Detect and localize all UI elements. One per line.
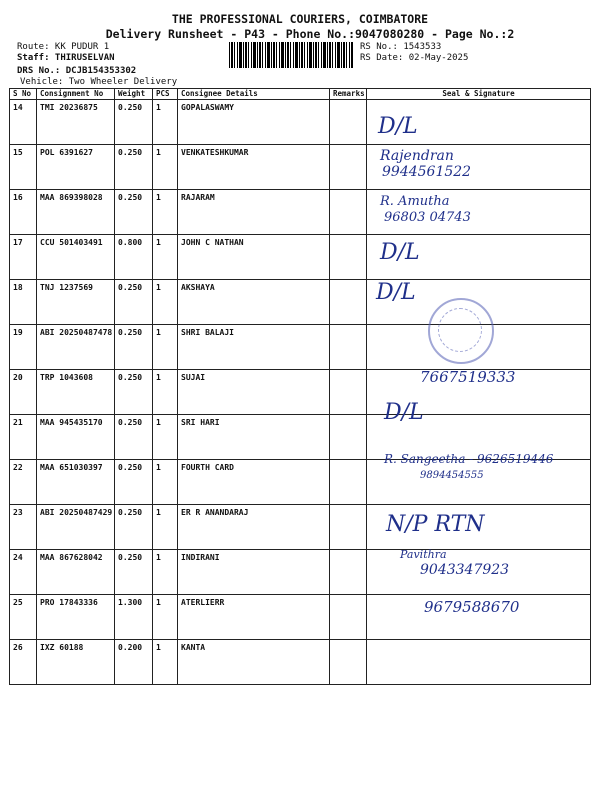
consignment-number: TNJ 1237569: [37, 280, 115, 325]
weight: 0.200: [115, 640, 153, 685]
weight: 0.250: [115, 280, 153, 325]
consignee-name: AKSHAYA: [178, 280, 330, 325]
handwritten-phone: 9679588670: [424, 598, 520, 616]
consignment-number: CCU 501403491: [37, 235, 115, 280]
consignee-name: ER R ANANDARAJ: [178, 505, 330, 550]
table-row: [10, 505, 591, 550]
handwritten-phone: 7667519333: [420, 368, 516, 386]
handwritten-signature: Pavithra: [400, 548, 447, 561]
handwritten-signature: D/L: [378, 114, 418, 139]
col-remarks: Remarks: [330, 89, 367, 100]
col-consignee: Consignee Details: [178, 89, 330, 100]
weight: 0.800: [115, 235, 153, 280]
consignment-number: TRP 1043608: [37, 370, 115, 415]
consignee-name: INDIRANI: [178, 550, 330, 595]
pieces: 1: [153, 370, 178, 415]
weight: 0.250: [115, 370, 153, 415]
consignee-name: KANTA: [178, 640, 330, 685]
serial-number: 23: [10, 505, 37, 550]
table-row: [10, 640, 591, 685]
handwritten-phone: 9894454555: [420, 470, 484, 481]
handwritten-phone: 9944561522: [382, 164, 472, 180]
handwritten-phone: 9043347923: [420, 562, 510, 578]
weight: 0.250: [115, 190, 153, 235]
consignee-name: SHRI BALAJI: [178, 325, 330, 370]
col-consignment: Consignment No: [37, 89, 115, 100]
consignee-name: FOURTH CARD: [178, 460, 330, 505]
pieces: 1: [153, 460, 178, 505]
weight: 1.300: [115, 595, 153, 640]
consignee-name: VENKATESHKUMAR: [178, 145, 330, 190]
handwritten-signature: D/L: [376, 280, 416, 305]
handwritten-signature: Rajendran: [380, 148, 454, 164]
consignment-number: MAA 651030397: [37, 460, 115, 505]
pieces: 1: [153, 325, 178, 370]
handwritten-phone: 96803 04743: [384, 210, 471, 225]
weight: 0.250: [115, 325, 153, 370]
remarks-cell: [330, 415, 367, 460]
consignee-name: RAJARAM: [178, 190, 330, 235]
remarks-cell: [330, 235, 367, 280]
pieces: 1: [153, 415, 178, 460]
serial-number: 16: [10, 190, 37, 235]
pieces: 1: [153, 100, 178, 145]
col-signature: Seal & Signature: [367, 89, 591, 100]
serial-number: 20: [10, 370, 37, 415]
handwritten-signature: D/L: [384, 400, 424, 425]
col-weight: Weight: [115, 89, 153, 100]
table-row: [10, 280, 591, 325]
weight: 0.250: [115, 100, 153, 145]
table-row: [10, 325, 591, 370]
consignment-number: ABI 20250487478: [37, 325, 115, 370]
serial-number: 15: [10, 145, 37, 190]
col-sno: S No: [10, 89, 37, 100]
consignee-name: SRI HARI: [178, 415, 330, 460]
serial-number: 21: [10, 415, 37, 460]
pieces: 1: [153, 595, 178, 640]
serial-number: 24: [10, 550, 37, 595]
serial-number: 17: [10, 235, 37, 280]
seal-stamp: [428, 298, 494, 364]
remarks-cell: [330, 280, 367, 325]
runsheet-subtitle: Delivery Runsheet - P43 - Phone No.:9047080280 - Page No.:2: [105, 27, 515, 41]
weight: 0.250: [115, 145, 153, 190]
remarks-cell: [330, 595, 367, 640]
weight: 0.250: [115, 505, 153, 550]
consignment-number: PRO 17843336: [37, 595, 115, 640]
consignee-name: SUJAI: [178, 370, 330, 415]
consignment-number: TMI 20236875: [37, 100, 115, 145]
remarks-cell: [330, 460, 367, 505]
route-label: Route: KK PUDUR 1: [17, 42, 110, 52]
handwritten-signature: N/P RTN: [386, 512, 485, 537]
pieces: 1: [153, 145, 178, 190]
remarks-cell: [330, 145, 367, 190]
runsheet-table: [9, 88, 591, 685]
weight: 0.250: [115, 550, 153, 595]
col-pcs: PCS: [153, 89, 178, 100]
consignment-number: POL 6391627: [37, 145, 115, 190]
rs-date: RS Date: 02-May-2025: [360, 53, 469, 63]
pieces: 1: [153, 550, 178, 595]
table-header-row: [10, 89, 591, 100]
barcode: [229, 42, 353, 68]
weight: 0.250: [115, 460, 153, 505]
pieces: 1: [153, 505, 178, 550]
staff-label: Staff: THIRUSELVAN: [17, 53, 115, 63]
serial-number: 26: [10, 640, 37, 685]
remarks-cell: [330, 640, 367, 685]
consignment-number: MAA 945435170: [37, 415, 115, 460]
signature-cell: [367, 460, 591, 505]
vehicle-label: Vehicle: Two Wheeler Delivery: [20, 77, 178, 87]
table-row: [10, 460, 591, 505]
serial-number: 22: [10, 460, 37, 505]
consignment-number: MAA 869398028: [37, 190, 115, 235]
remarks-cell: [330, 325, 367, 370]
handwritten-signature: R. Amutha: [380, 194, 450, 209]
drs-label: DRS No.: DCJB154353302: [17, 66, 137, 76]
consignee-name: JOHN C NATHAN: [178, 235, 330, 280]
serial-number: 18: [10, 280, 37, 325]
consignee-name: GOPALASWAMY: [178, 100, 330, 145]
consignment-number: ABI 20250487429: [37, 505, 115, 550]
handwritten-signature: D/L: [380, 240, 420, 265]
table-row: [10, 235, 591, 280]
consignment-number: IXZ 60188: [37, 640, 115, 685]
handwritten-signature: R. Sangeetha - 9626519446: [384, 452, 554, 466]
pieces: 1: [153, 280, 178, 325]
rs-number: RS No.: 1543533: [360, 42, 442, 52]
remarks-cell: [330, 100, 367, 145]
pieces: 1: [153, 235, 178, 280]
remarks-cell: [330, 550, 367, 595]
remarks-cell: [330, 370, 367, 415]
table-row: [10, 100, 591, 145]
pieces: 1: [153, 190, 178, 235]
remarks-cell: [330, 505, 367, 550]
remarks-cell: [330, 190, 367, 235]
table-row: [10, 145, 591, 190]
weight: 0.250: [115, 415, 153, 460]
serial-number: 25: [10, 595, 37, 640]
table-row: [10, 190, 591, 235]
company-title: THE PROFESSIONAL COURIERS, COIMBATORE: [171, 12, 429, 26]
serial-number: 19: [10, 325, 37, 370]
consignee-name: ATERLIERR: [178, 595, 330, 640]
consignment-number: MAA 867628042: [37, 550, 115, 595]
signature-cell: [367, 640, 591, 685]
pieces: 1: [153, 640, 178, 685]
serial-number: 14: [10, 100, 37, 145]
